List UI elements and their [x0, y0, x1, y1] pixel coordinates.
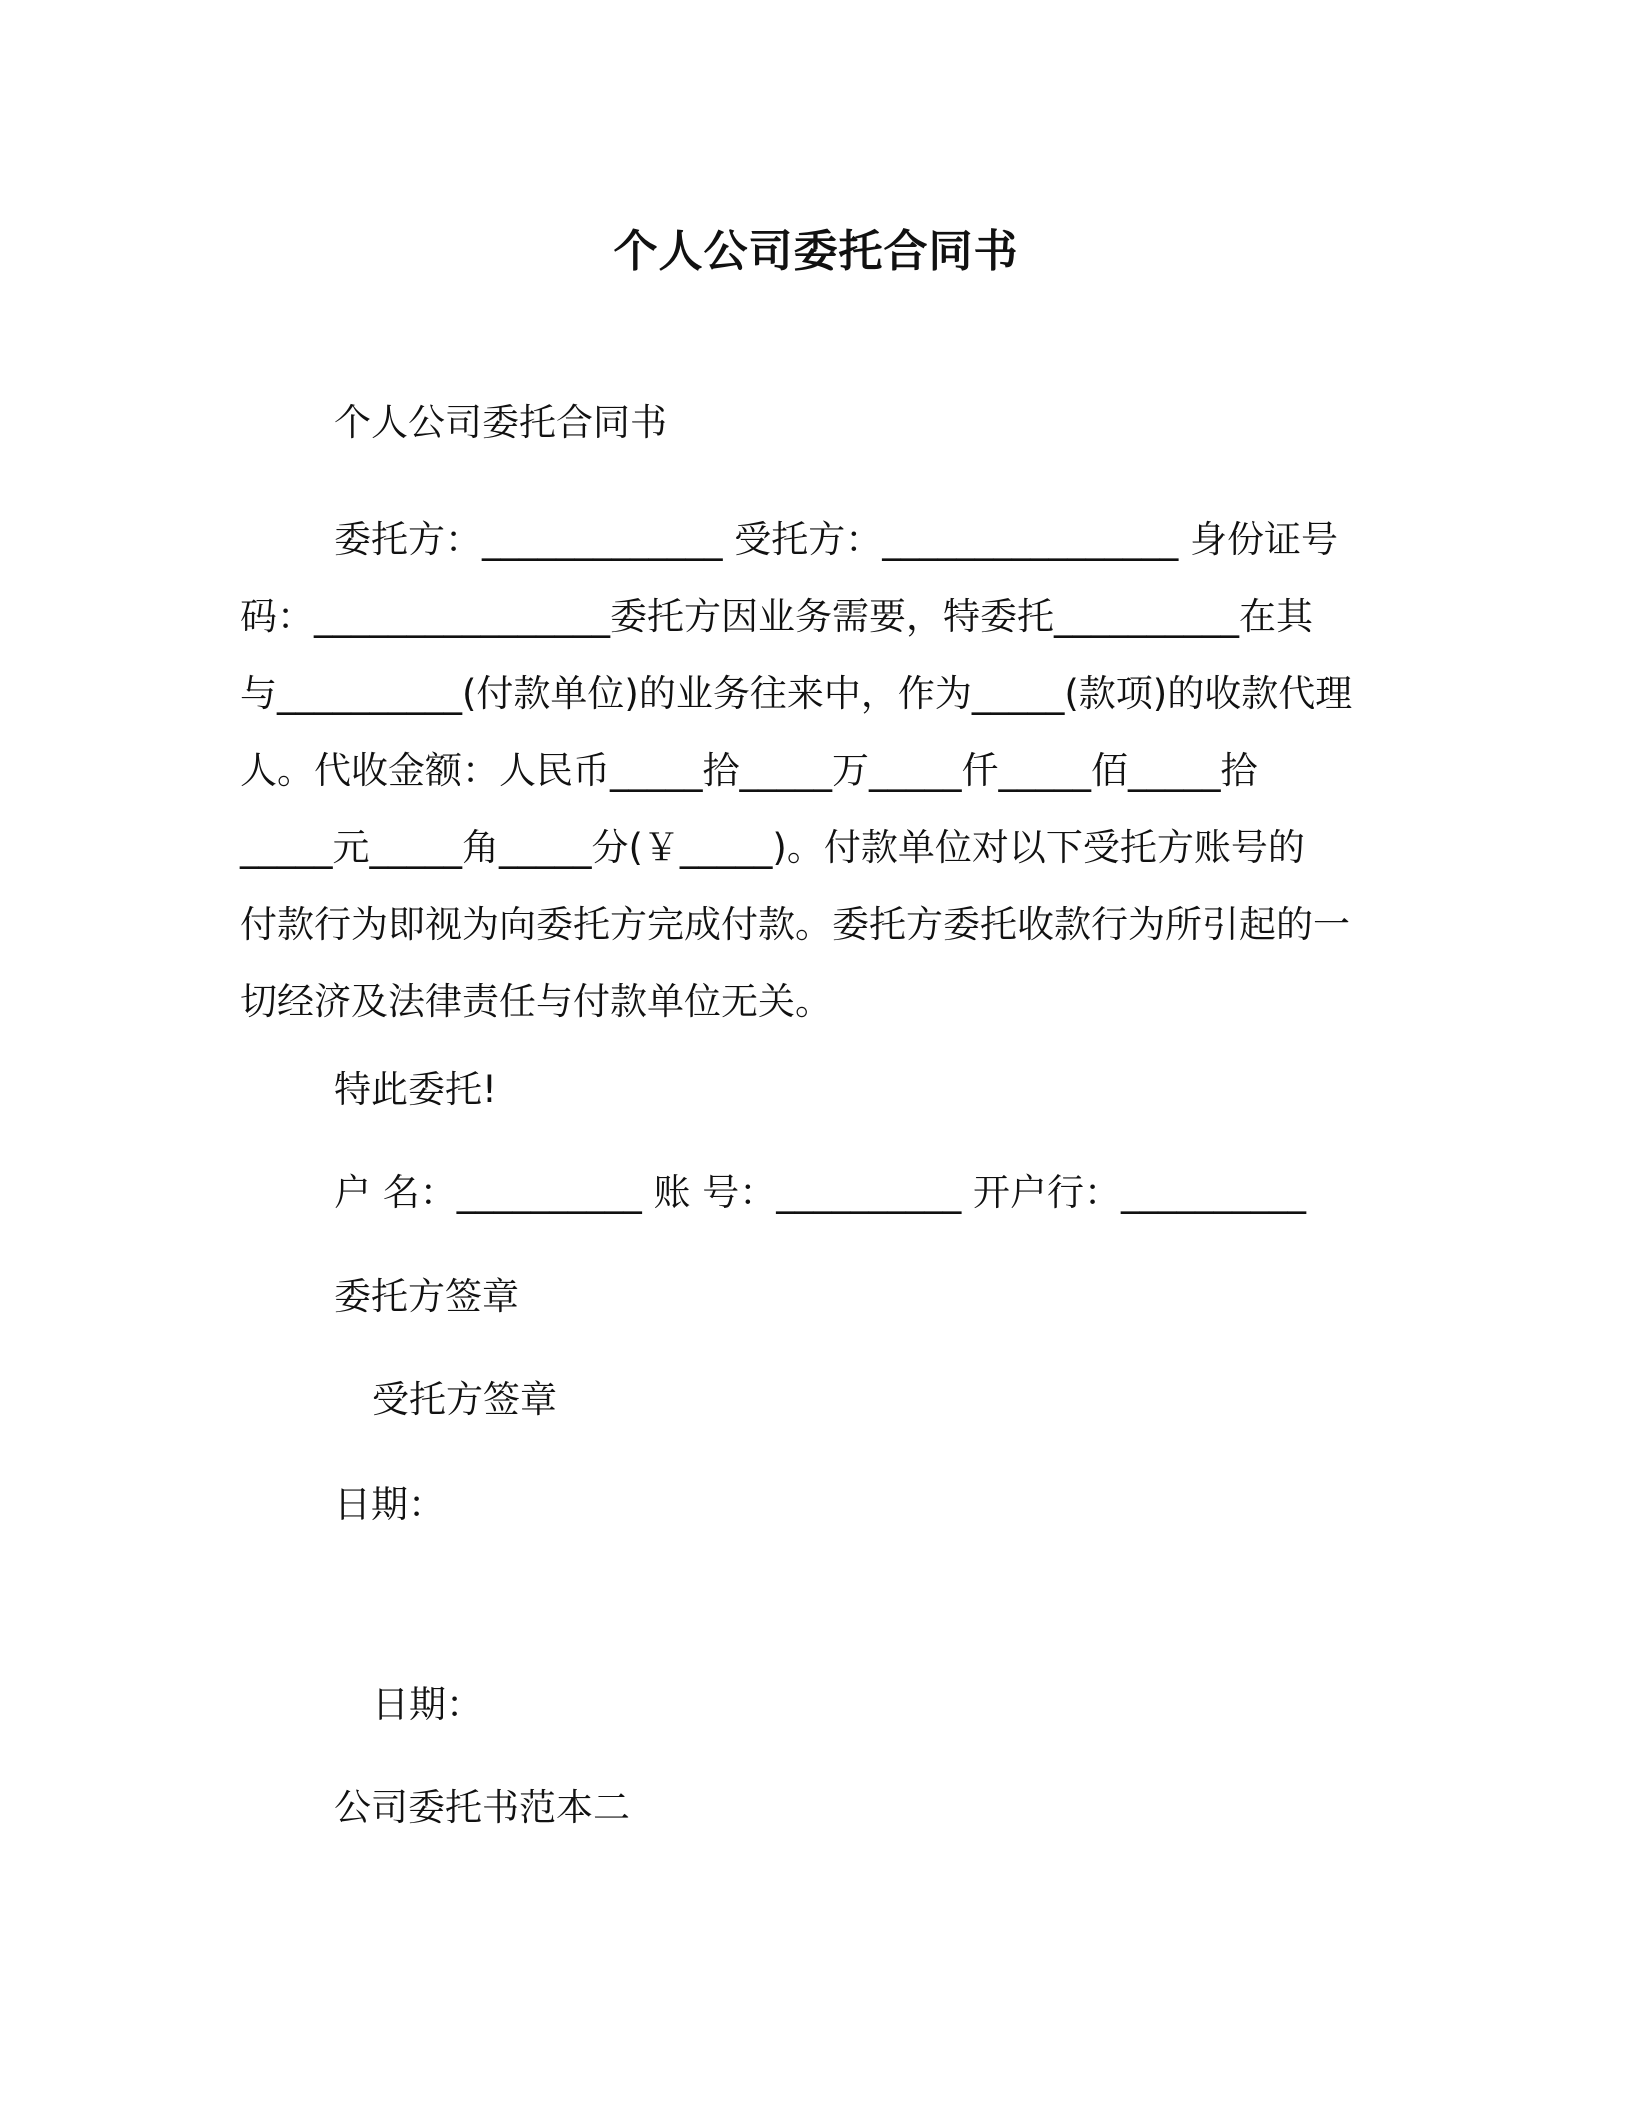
account-info-line: 户 名：__________ 账 号：__________ 开户行：__________ — [334, 1171, 1307, 1214]
date-label-agent: 日期： — [372, 1683, 483, 1726]
body-line: 委托方：_____________ 受托方：________________ 身份证号 — [334, 518, 1339, 561]
closing-text: 特此委托! — [334, 1068, 497, 1111]
principal-seal-label: 委托方签章 — [334, 1275, 519, 1318]
date-label-principal: 日期： — [334, 1483, 445, 1526]
body-line: 与__________(付款单位)的业务往来中，作为_____(款项)的收款代理 — [240, 672, 1353, 715]
document-title: 个人公司委托合同书 — [613, 226, 1019, 277]
next-section-heading: 公司委托书范本二 — [334, 1786, 630, 1829]
agent-seal-label: 受托方签章 — [372, 1378, 557, 1421]
body-paragraph — [240, 501, 1390, 1040]
body-line: _____元_____角_____分(￥_____)。付款单位对以下受托方账号的 — [240, 826, 1305, 869]
body-line: 付款行为即视为向委托方完成付款。委托方委托收款行为所引起的一 — [240, 903, 1350, 946]
body-line: 切经济及法律责任与付款单位无关。 — [240, 980, 832, 1023]
document-subtitle: 个人公司委托合同书 — [334, 401, 667, 444]
body-line: 码：________________委托方因业务需要，特委托__________在其 — [240, 595, 1313, 638]
body-line: 人。代收金额：人民币_____拾_____万_____仟_____佰_____拾 — [240, 749, 1258, 792]
